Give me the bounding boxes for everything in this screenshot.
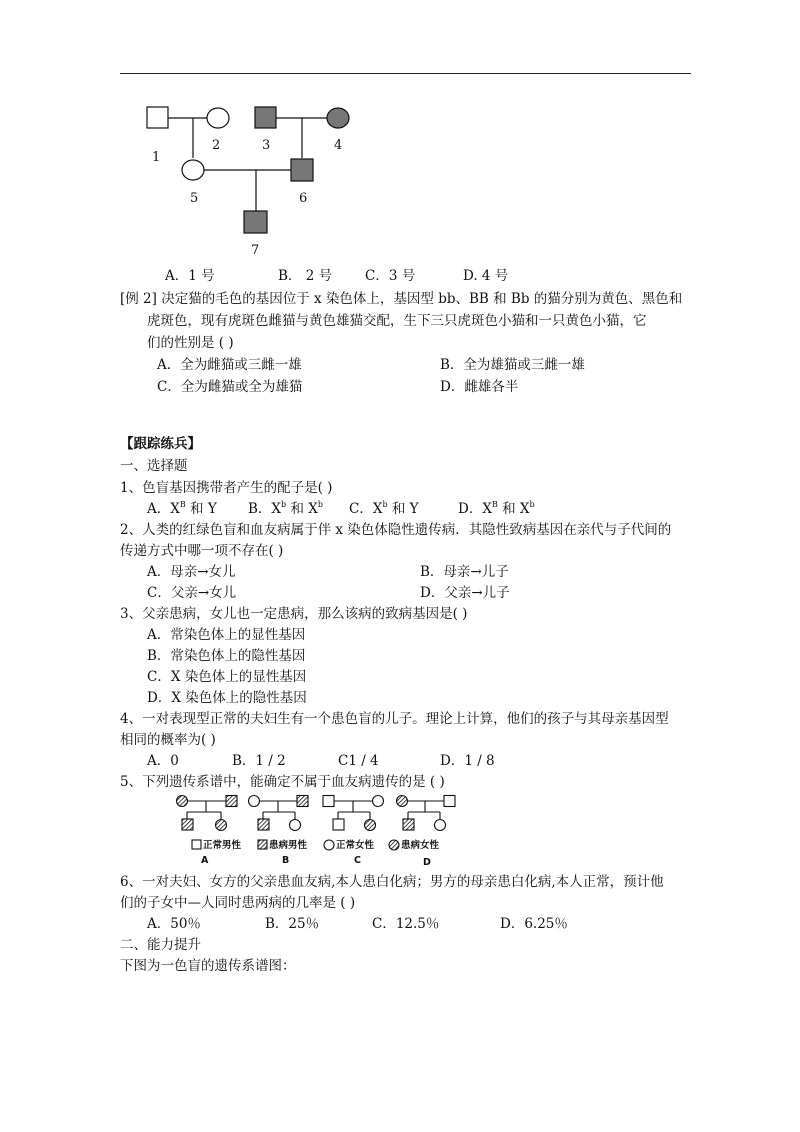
q5-pedigree-c (323, 796, 384, 831)
pedigree-label-3: 3 (262, 138, 271, 153)
example1-option-a: A．1 号 (165, 268, 215, 284)
q3-stem: 3、父亲患病，女儿也一定患病，那么该病的致病基因是( ) (120, 606, 468, 622)
pedigree-label-5: 5 (190, 191, 199, 206)
pedigree-label-6: 6 (299, 191, 308, 206)
q5-pedigree-a (177, 796, 238, 831)
example2-line-3: 们的性别是 ( ) (147, 335, 234, 351)
example1-option-c: C．3 号 (365, 268, 416, 284)
q3-option-b: B．常染色体上的隐性基因 (147, 648, 306, 664)
q5-label-a: A (201, 855, 209, 866)
q6-option-a: A．50％ (147, 916, 201, 932)
legend-normal-male-symbol (192, 840, 201, 849)
q4-line-2: 相同的概率为( ) (120, 732, 216, 748)
pedigree-label-2: 2 (212, 138, 221, 153)
q6-line-2: 们的子女中—人同时患两病的几率是 ( ) (120, 895, 356, 911)
individual-1-normal-male (147, 107, 168, 128)
pedigree-chart-1 (0, 0, 800, 260)
legend-normal-female: 正常女性 (336, 840, 375, 851)
q5-label-c: C (354, 855, 361, 866)
q5-pedigree-options (0, 790, 800, 910)
q1-option-c: C．$X^b$ 和 Y (349, 499, 419, 517)
q4-option-d: D．1 / 8 (440, 753, 495, 769)
legend-affected-male: 患病男性 (269, 840, 308, 851)
q1-stem: 1、色盲基因携带者产生的配子是( ) (120, 480, 333, 496)
pedigree-label-7: 7 (251, 243, 260, 258)
section-title: 【跟踪练兵】 (120, 436, 201, 452)
q4-option-c: C1 / 4 (338, 753, 379, 769)
legend-affected-male-symbol (258, 840, 267, 849)
q5-pedigree-d (397, 796, 456, 831)
example2-option-d: D．雌雄各半 (440, 379, 519, 395)
part1-title: 一、选择题 (120, 458, 188, 474)
pedigree-label-4: 4 (334, 138, 343, 153)
q2-line-2: 传递方式中哪一项不存在( ) (120, 543, 284, 559)
q4-line-1: 4、一对表现型正常的夫妇生有一个患色盲的儿子。理论上计算，他们的孩子与其母亲基因型 (120, 711, 669, 727)
q5-stem: 5、下列遗传系谱中，能确定不属于血友病遗传的是 ( ) (120, 774, 445, 790)
part2-title: 二、能力提升 (120, 937, 201, 953)
legend-normal-female-symbol (324, 840, 334, 850)
q2-option-c: C．父亲→女儿 (147, 585, 237, 601)
q2-line-1: 2、人类的红绿色盲和血友病属于伴 x 染色体隐性遗传病．其隐性致病基因在亲代与子代间的 (120, 522, 672, 538)
q1-option-d: D．$X^B$ 和 $X^b$ (458, 499, 535, 517)
legend-affected-female: 患病女性 (401, 840, 440, 851)
part2-intro: 下图为一色盲的遗传系谱图： (120, 958, 296, 974)
individual-7-affected-male (244, 211, 267, 233)
individual-2-normal-female (207, 108, 229, 128)
legend-affected-female-symbol (389, 840, 399, 850)
example1-option-d: D. 4 号 (463, 268, 509, 284)
q1-option-b: B．$X^b$ 和 $X^b$ (248, 499, 323, 517)
pedigree-label-1: 1 (152, 150, 161, 165)
q2-option-b: B．母亲→儿子 (420, 564, 509, 580)
example1-option-b: B． 2 号 (278, 268, 333, 284)
example2-option-a: A．全为雌猫或三雌一雄 (157, 357, 302, 373)
individual-4-affected-female (327, 108, 349, 128)
example2-line-2: 虎斑色，现有虎斑色雌猫与黄色雄猫交配，生下三只虎斑色小猫和一只黄色小猫，它 (147, 313, 647, 329)
q3-option-a: A．常染色体上的显性基因 (147, 627, 306, 643)
q6-option-d: D．6.25％ (500, 916, 568, 932)
individual-6-affected-male (291, 159, 313, 181)
example2-option-b: B．全为雄猫或三雌一雄 (440, 357, 585, 373)
q5-label-b: B (282, 855, 290, 866)
q2-option-d: D．父亲→儿子 (420, 585, 510, 601)
q3-option-d: D．X 染色体上的隐性基因 (147, 690, 307, 706)
q2-option-a: A．母亲→女儿 (147, 564, 236, 580)
example2-option-c: C．全为雌猫或全为雄猫 (157, 379, 303, 395)
q6-option-b: B．25％ (265, 916, 320, 932)
q5-pedigree-b (249, 796, 309, 831)
example2-line-1: [例 2] 决定猫的毛色的基因位于 x 染色体上，基因型 bb、BB 和 Bb 的猫分别为黄色、黑色和 (120, 291, 683, 307)
q4-option-a: A．0 (147, 753, 179, 769)
q6-line-1: 6、一对夫妇、女方的父亲患血友病,本人患白化病；男方的母亲患白化病,本人正常，预计他 (120, 874, 664, 890)
q6-option-c: C．12.5％ (372, 916, 440, 932)
legend-normal-male: 正常男性 (203, 840, 242, 851)
q4-option-b: B．1 / 2 (232, 753, 286, 769)
q5-label-d: D (423, 857, 431, 868)
q3-option-c: C．X 染色体上的显性基因 (147, 669, 307, 685)
individual-5-normal-female (182, 160, 204, 180)
q1-option-a: A．$X^B$ 和 Y (147, 499, 217, 517)
individual-3-affected-male (255, 107, 276, 128)
